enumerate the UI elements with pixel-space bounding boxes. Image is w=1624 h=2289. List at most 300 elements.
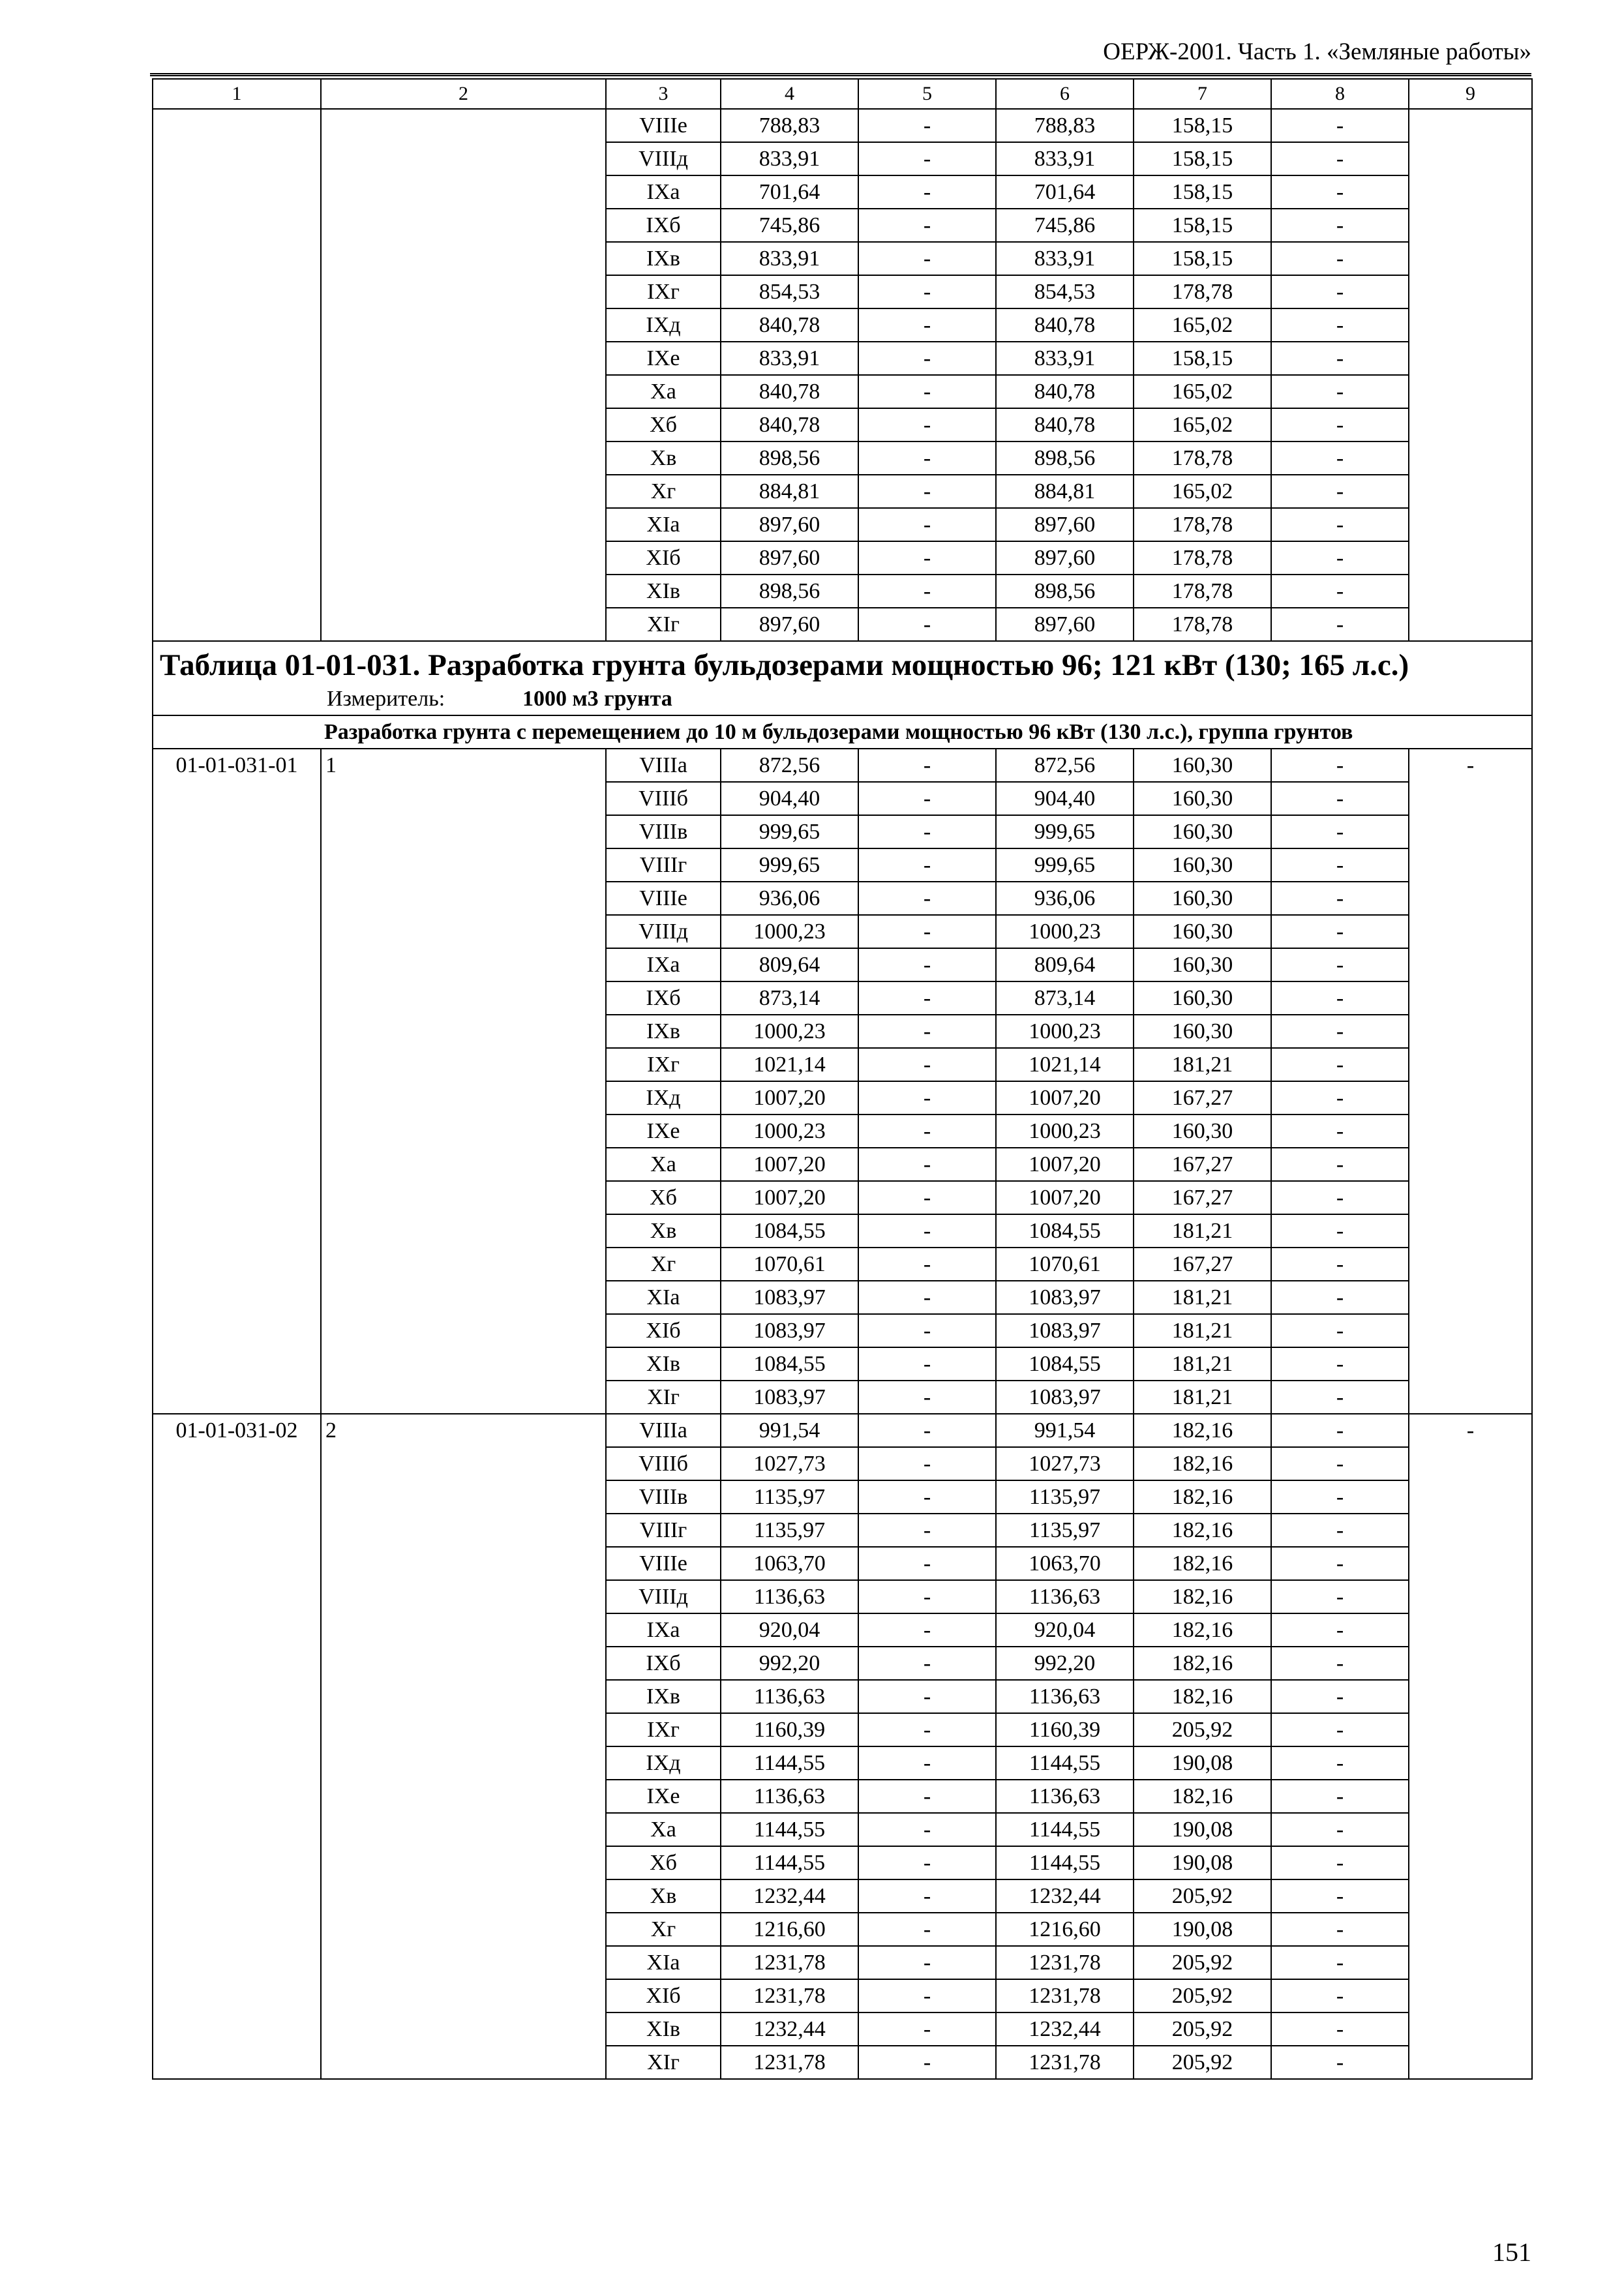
value-cell: 745,86 [996,209,1134,242]
value-cell: 1007,20 [996,1148,1134,1181]
value-cell: 745,86 [721,209,858,242]
value-cell: - [858,1048,996,1081]
value-cell: 205,92 [1134,2012,1271,2046]
soil-group-cell: IXг [606,1713,721,1746]
value-cell: - [858,342,996,375]
soil-group-cell: XIг [606,1381,721,1414]
soil-group-cell: IXе [606,342,721,375]
value-cell: 160,30 [1134,749,1271,782]
value-cell: - [1271,1148,1409,1181]
value-cell: 1027,73 [721,1447,858,1480]
value-cell: 178,78 [1134,508,1271,541]
soil-group-cell: Xа [606,1148,721,1181]
value-cell: 158,15 [1134,342,1271,375]
value-cell: 1144,55 [996,1746,1134,1780]
norm-code: 01-01-031-02 [153,1414,321,2079]
value-cell: 160,30 [1134,815,1271,848]
value-cell: - [1271,575,1409,608]
value-cell: - [1271,782,1409,815]
value-cell: 1136,63 [721,1680,858,1713]
value-cell: - [1271,608,1409,641]
value-cell: - [1271,1381,1409,1414]
value-cell: - [1271,981,1409,1015]
value-cell: - [1271,1281,1409,1314]
value-cell: 1083,97 [996,1381,1134,1414]
value-cell: - [858,1879,996,1913]
soil-group-cell: XIа [606,1946,721,1979]
soil-group-cell: VIIIб [606,782,721,815]
value-cell: - [858,2046,996,2079]
value-cell: - [1271,1048,1409,1081]
value-cell: 898,56 [721,575,858,608]
value-cell: - [858,1480,996,1514]
value-cell: - [1271,1181,1409,1214]
col9-cell: - [1409,1414,1532,2079]
value-cell: - [1271,308,1409,342]
value-cell: - [1271,275,1409,308]
value-cell: 181,21 [1134,1281,1271,1314]
value-cell: - [1271,815,1409,848]
value-cell: 1231,78 [721,2046,858,2079]
value-cell: 1083,97 [721,1281,858,1314]
value-cell: 160,30 [1134,948,1271,981]
value-cell: 701,64 [996,175,1134,209]
value-cell: - [1271,1780,1409,1813]
value-cell: - [1271,408,1409,441]
value-cell: - [1271,1214,1409,1248]
value-cell: 840,78 [996,408,1134,441]
value-cell: 840,78 [996,375,1134,408]
value-cell: - [1271,1746,1409,1780]
soil-group-cell: VIIIв [606,815,721,848]
value-cell: - [1271,1115,1409,1148]
value-cell: - [1271,948,1409,981]
soil-group-cell: Xг [606,475,721,508]
soil-group-cell: Xв [606,1879,721,1913]
value-cell: - [858,1846,996,1879]
unit-value: 1000 м3 грунта [522,687,672,711]
value-cell: - [858,1115,996,1148]
value-cell: - [1271,2046,1409,2079]
value-cell: 1000,23 [996,1115,1134,1148]
soil-group-cell: XIа [606,508,721,541]
value-cell: - [1271,1647,1409,1680]
soil-group-cell: VIIIг [606,1514,721,1547]
table-title-row [153,641,1532,715]
value-cell: 809,64 [721,948,858,981]
value-cell: - [1271,441,1409,475]
value-cell: 854,53 [996,275,1134,308]
value-cell: 840,78 [996,308,1134,342]
value-cell: - [1271,1580,1409,1613]
soil-group-cell: XIб [606,541,721,575]
value-cell: 165,02 [1134,308,1271,342]
value-cell: 809,64 [996,948,1134,981]
value-cell: - [858,308,996,342]
value-cell: 884,81 [721,475,858,508]
value-cell: - [858,815,996,848]
table-title-cell [153,641,1532,715]
norm-code: 01-01-031-01 [153,749,321,1414]
value-cell: - [858,1580,996,1613]
value-cell: - [858,1979,996,2012]
soil-group-cell: VIIIе [606,1547,721,1580]
soil-group-cell: XIг [606,608,721,641]
value-cell: 205,92 [1134,2046,1271,2079]
soil-group-cell: Xг [606,1248,721,1281]
value-cell: - [1271,1846,1409,1879]
value-cell: 1000,23 [721,1015,858,1048]
running-header: ОЕРЖ-2001. Часть 1. «Земляные работы» [1103,38,1531,65]
value-cell: 1084,55 [721,1347,858,1381]
value-cell: 1084,55 [996,1347,1134,1381]
value-cell: 904,40 [996,782,1134,815]
value-cell: 1144,55 [996,1846,1134,1879]
value-cell: 205,92 [1134,1713,1271,1746]
value-cell: 1070,61 [996,1248,1134,1281]
value-cell: 1007,20 [721,1148,858,1181]
value-cell: 897,60 [721,541,858,575]
soil-group-cell: XIв [606,2012,721,2046]
value-cell: 1063,70 [996,1547,1134,1580]
value-cell: 182,16 [1134,1414,1271,1447]
value-cell: 190,08 [1134,1913,1271,1946]
section-heading-row [153,715,1532,749]
value-cell: 182,16 [1134,1613,1271,1647]
value-cell: - [858,242,996,275]
soil-group-cell: IXд [606,1081,721,1115]
value-cell: 833,91 [721,142,858,175]
soil-group-cell: IXв [606,1015,721,1048]
value-cell: 897,60 [996,541,1134,575]
value-cell: - [858,1447,996,1480]
value-cell: 165,02 [1134,475,1271,508]
value-cell: - [858,1381,996,1414]
soil-group-cell: VIIIа [606,1414,721,1447]
value-cell: - [858,109,996,142]
value-cell: 1232,44 [996,2012,1134,2046]
soil-group-cell: VIIIд [606,1580,721,1613]
value-cell: 1084,55 [996,1214,1134,1248]
value-cell: 182,16 [1134,1447,1271,1480]
soil-group-cell: VIIIа [606,749,721,782]
value-cell: 1007,20 [996,1181,1134,1214]
value-cell: - [858,209,996,242]
value-cell: 205,92 [1134,1946,1271,1979]
value-cell: 1007,20 [721,1181,858,1214]
value-cell: - [858,1946,996,1979]
soil-group-cell: XIг [606,2046,721,2079]
column-number: 6 [996,79,1134,109]
value-cell: - [858,1248,996,1281]
value-cell: - [858,915,996,948]
value-cell: 178,78 [1134,275,1271,308]
value-cell: 1231,78 [721,1946,858,1979]
value-cell: 1083,97 [721,1314,858,1347]
value-cell: 165,02 [1134,375,1271,408]
value-cell: 999,65 [721,848,858,882]
value-cell: 1232,44 [996,1879,1134,1913]
value-cell: - [858,408,996,441]
value-cell: 158,15 [1134,109,1271,142]
value-cell: 1216,60 [996,1913,1134,1946]
soil-group-cell: VIIIе [606,109,721,142]
value-cell: - [858,981,996,1015]
soil-group-cell: IXв [606,242,721,275]
value-cell: - [858,1613,996,1647]
value-cell: 160,30 [1134,782,1271,815]
value-cell: 1136,63 [996,1580,1134,1613]
value-cell: - [858,441,996,475]
value-cell: 1136,63 [721,1580,858,1613]
value-cell: - [1271,1680,1409,1713]
value-cell: - [858,1314,996,1347]
column-number: 8 [1271,79,1409,109]
column-number: 9 [1409,79,1532,109]
value-cell: 920,04 [996,1613,1134,1647]
soil-group-cell: XIв [606,1347,721,1381]
value-cell: - [1271,1879,1409,1913]
table-row [153,1414,1532,1447]
value-cell: - [1271,1913,1409,1946]
value-cell: 1083,97 [996,1314,1134,1347]
value-cell: - [858,475,996,508]
value-cell: 833,91 [996,142,1134,175]
value-cell: 1084,55 [721,1214,858,1248]
value-cell: 897,60 [721,608,858,641]
value-cell: - [858,2012,996,2046]
value-cell: 178,78 [1134,608,1271,641]
value-cell: 1136,63 [721,1780,858,1813]
soil-group-cell: Xб [606,1846,721,1879]
column-number: 4 [721,79,858,109]
value-cell: - [858,508,996,541]
value-cell: - [1271,375,1409,408]
soil-group-cell: XIб [606,1314,721,1347]
value-cell: 884,81 [996,475,1134,508]
value-cell: 181,21 [1134,1314,1271,1347]
value-cell: 873,14 [721,981,858,1015]
value-cell: 1000,23 [721,1115,858,1148]
value-cell: - [858,1713,996,1746]
value-cell: - [858,1647,996,1680]
header-double-rule [150,73,1531,76]
value-cell: 991,54 [996,1414,1134,1447]
value-cell: - [1271,342,1409,375]
value-cell: - [858,1281,996,1314]
value-cell: 1083,97 [996,1281,1134,1314]
soil-group-cell: IXд [606,1746,721,1780]
value-cell: - [1271,2012,1409,2046]
value-cell: 1007,20 [721,1081,858,1115]
value-cell: 182,16 [1134,1547,1271,1580]
value-cell: 991,54 [721,1414,858,1447]
table-row [153,749,1532,782]
value-cell: 1021,14 [996,1048,1134,1081]
value-cell: - [1271,1813,1409,1846]
value-cell: 160,30 [1134,848,1271,882]
value-cell: - [1271,1480,1409,1514]
value-cell: 833,91 [721,242,858,275]
value-cell: - [858,1813,996,1846]
value-cell: - [1271,142,1409,175]
value-cell: 178,78 [1134,575,1271,608]
value-cell: 1070,61 [721,1248,858,1281]
soil-group-cell: IXб [606,1647,721,1680]
column-number: 1 [153,79,321,109]
norms-table [152,78,1533,2080]
soil-group-cell: XIа [606,1281,721,1314]
value-cell: 840,78 [721,408,858,441]
soil-group-cell: IXг [606,275,721,308]
soil-group-cell: VIIIд [606,915,721,948]
value-cell: 1216,60 [721,1913,858,1946]
value-cell: - [858,1746,996,1780]
soil-group-cell: Xа [606,375,721,408]
value-cell: - [1271,1946,1409,1979]
value-cell: 160,30 [1134,981,1271,1015]
value-cell: 1144,55 [721,1846,858,1879]
value-cell: 999,65 [721,815,858,848]
norm-number: 1 [321,749,606,1414]
value-cell: 897,60 [996,608,1134,641]
soil-group-cell: IXб [606,981,721,1015]
soil-group-cell: Xб [606,408,721,441]
value-cell: - [1271,1414,1409,1447]
value-cell: 898,56 [721,441,858,475]
value-cell: 1231,78 [996,1979,1134,2012]
value-cell: 1083,97 [721,1381,858,1414]
value-cell: 160,30 [1134,915,1271,948]
column-number: 3 [606,79,721,109]
value-cell: - [858,1680,996,1713]
value-cell: 1027,73 [996,1447,1134,1480]
value-cell: - [1271,1015,1409,1048]
value-cell: 167,27 [1134,1248,1271,1281]
value-cell: 205,92 [1134,1879,1271,1913]
soil-group-cell: IXе [606,1115,721,1148]
value-cell: 897,60 [996,508,1134,541]
value-cell: - [1271,1248,1409,1281]
value-cell: 1021,14 [721,1048,858,1081]
value-cell: 897,60 [721,508,858,541]
value-cell: - [858,1214,996,1248]
value-cell: 158,15 [1134,142,1271,175]
value-cell: 701,64 [721,175,858,209]
column-number: 7 [1134,79,1271,109]
value-cell: 190,08 [1134,1846,1271,1879]
value-cell: - [858,541,996,575]
value-cell: - [858,575,996,608]
norms-table-body [153,79,1532,2079]
value-cell: 160,30 [1134,1115,1271,1148]
soil-group-cell: VIIIг [606,848,721,882]
value-cell: - [1271,1613,1409,1647]
table-title: Таблица 01-01-031. Разработка грунта бульдозерами мощностью 96; 121 кВт (130; 165 л.с.) [160,648,1409,682]
value-cell: 178,78 [1134,541,1271,575]
value-cell: 190,08 [1134,1746,1271,1780]
value-cell: 833,91 [996,242,1134,275]
value-cell: 182,16 [1134,1480,1271,1514]
value-cell: - [858,375,996,408]
value-cell: 1136,63 [996,1780,1134,1813]
value-cell: - [858,1913,996,1946]
value-cell: - [858,1347,996,1381]
value-cell: 1160,39 [996,1713,1134,1746]
value-cell: 840,78 [721,375,858,408]
value-cell: 992,20 [721,1647,858,1680]
value-cell: - [1271,915,1409,948]
soil-group-cell: IXа [606,175,721,209]
value-cell: 1144,55 [721,1813,858,1846]
value-cell: - [1271,749,1409,782]
value-cell: - [858,1780,996,1813]
value-cell: 178,78 [1134,441,1271,475]
value-cell: 182,16 [1134,1780,1271,1813]
value-cell: - [858,1181,996,1214]
value-cell: 788,83 [996,109,1134,142]
value-cell: - [858,1514,996,1547]
value-cell: 205,92 [1134,1979,1271,2012]
value-cell: - [1271,242,1409,275]
value-cell: 182,16 [1134,1680,1271,1713]
value-cell: - [1271,1447,1409,1480]
value-cell: - [858,142,996,175]
value-cell: - [1271,882,1409,915]
value-cell: - [1271,209,1409,242]
value-cell: 1000,23 [996,915,1134,948]
value-cell: 181,21 [1134,1048,1271,1081]
value-cell: 182,16 [1134,1647,1271,1680]
column-number: 5 [858,79,996,109]
value-cell: 1231,78 [721,1979,858,2012]
value-cell: 1144,55 [996,1813,1134,1846]
value-cell: 1000,23 [721,915,858,948]
value-cell: 190,08 [1134,1813,1271,1846]
soil-group-cell: VIIIд [606,142,721,175]
value-cell: - [1271,175,1409,209]
value-cell: 167,27 [1134,1181,1271,1214]
value-cell: 999,65 [996,815,1134,848]
value-cell: - [1271,475,1409,508]
value-cell: 999,65 [996,848,1134,882]
unit-label: Измеритель: [327,687,445,711]
value-cell: 936,06 [721,882,858,915]
value-cell: 158,15 [1134,175,1271,209]
soil-group-cell: IXе [606,1780,721,1813]
page-number: 151 [1492,2237,1531,2267]
value-cell: 181,21 [1134,1381,1271,1414]
soil-group-cell: XIв [606,575,721,608]
value-cell: - [858,608,996,641]
soil-group-cell: IXа [606,1613,721,1647]
code-cell [153,109,321,641]
value-cell: 158,15 [1134,242,1271,275]
column-number-row [153,79,1532,109]
value-cell: 1232,44 [721,2012,858,2046]
value-cell: 1000,23 [996,1015,1134,1048]
soil-group-cell: Xв [606,441,721,475]
value-cell: 936,06 [996,882,1134,915]
value-cell: 181,21 [1134,1347,1271,1381]
value-cell: 167,27 [1134,1081,1271,1115]
value-cell: 833,91 [996,342,1134,375]
value-cell: 1144,55 [721,1746,858,1780]
value-cell: - [858,948,996,981]
value-cell: 992,20 [996,1647,1134,1680]
soil-group-cell: IXд [606,308,721,342]
value-cell: - [858,882,996,915]
